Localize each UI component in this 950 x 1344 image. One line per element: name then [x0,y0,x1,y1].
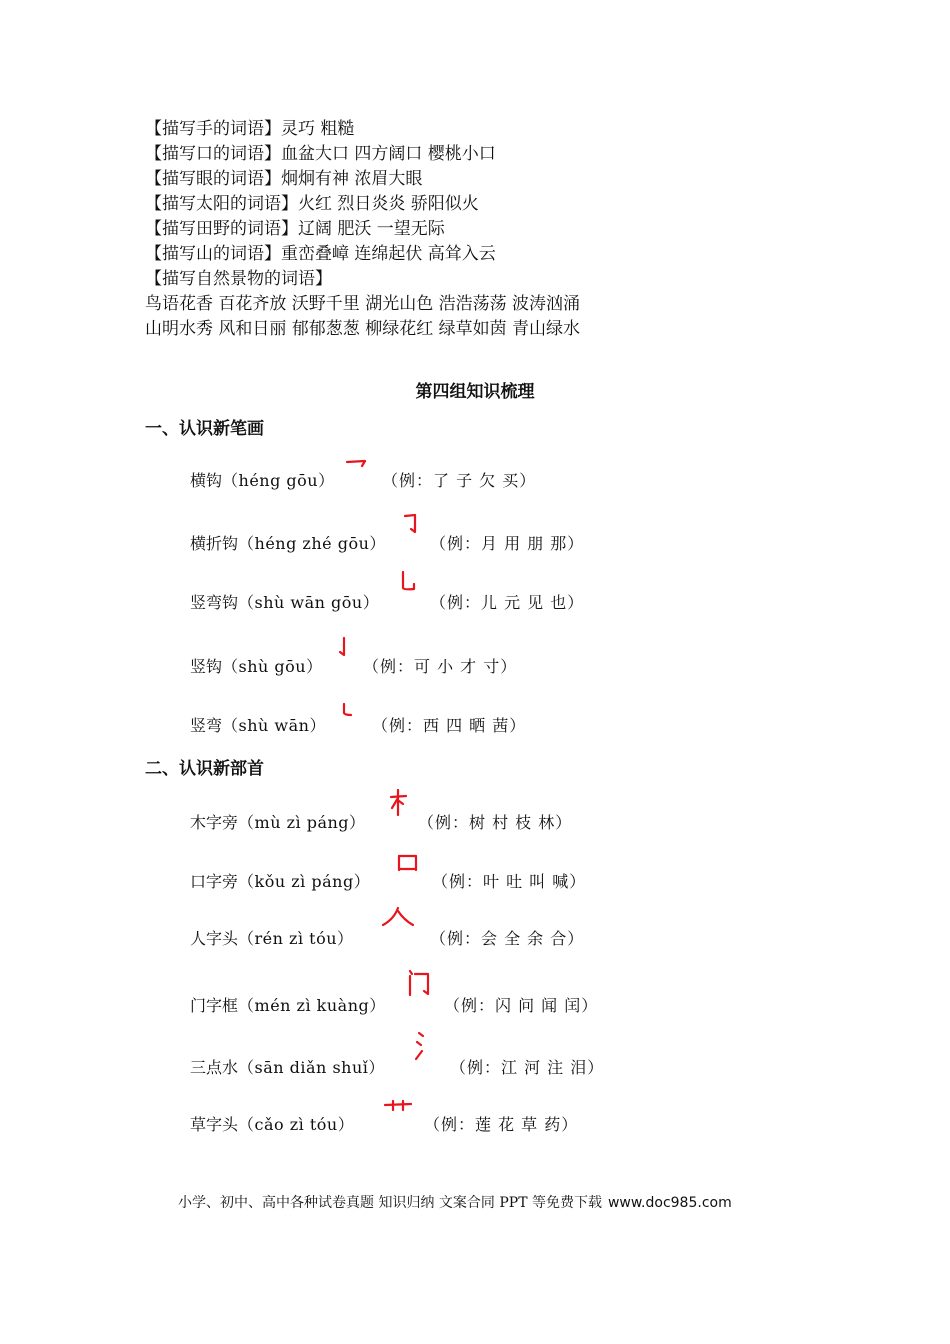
radical-example-san-dian-shui: （例：江 河 注 泪） [450,1058,605,1077]
vocab-line-eye: 【描写眼的词语】炯炯有神 浓眉大眼 [145,169,423,189]
stroke-example-shu-gou: （例：可 小 才 寸） [363,657,518,676]
radical-row-cao-zi-tou: 草字头（cǎo zì tóu） [190,1115,355,1134]
radical-example-ren-zi-tou: （例：会 全 余 合） [430,929,585,948]
footer-url[interactable]: www.doc985.com [607,1195,732,1211]
mu-zi-pang-radical-icon [388,788,410,818]
vocab-line-sun: 【描写太阳的词语】火红 烈日炎炎 骄阳似火 [145,194,479,214]
radical-row-men-zi-kuang: 门字框（mén zì kuàng） [190,996,386,1015]
vocab-line-hand: 【描写手的词语】灵巧 粗糙 [145,119,355,139]
vocab-line-mountain: 【描写山的词语】重峦叠嶂 连绵起伏 高耸入云 [145,244,496,264]
stroke-example-heng-gou: （例：了 子 欠 买） [382,471,537,490]
stroke-example-heng-zhe-gou: （例：月 用 朋 那） [430,534,585,553]
radical-row-mu-zi-pang: 木字旁（mù zì páng） [190,813,366,832]
san-dian-shui-radical-icon [412,1030,432,1064]
men-zi-kuang-radical-icon [406,968,432,998]
stroke-row-shu-wan: 竖弯（shù wān） [190,716,326,735]
kou-zi-pang-radical-icon [396,852,420,874]
vocab-line-nature-heading: 【描写自然景物的词语】 [145,269,332,289]
shu-wan-gou-stroke-icon [400,570,418,594]
stroke-row-shu-gou: 竖钩（shù gōu） [190,657,323,676]
footer [178,1192,732,1212]
radical-example-cao-zi-tou: （例：莲 花 草 药） [424,1115,579,1134]
ren-zi-tou-radical-icon [380,905,416,929]
radical-example-men-zi-kuang: （例：闪 问 闻 闰） [444,996,599,1015]
stroke-example-shu-wan: （例：西 四 晒 茜） [372,716,527,735]
vocab-line-nature-1: 鸟语花香 百花齐放 沃野千里 湖光山色 浩浩荡荡 波涛汹涌 [145,294,581,314]
radical-row-kou-zi-pang: 口字旁（kǒu zì páng） [190,872,371,891]
shu-wan-stroke-icon [340,702,354,718]
stroke-example-shu-wan-gou: （例：儿 元 见 也） [430,593,585,612]
heng-gou-stroke-icon [345,456,369,470]
radical-example-kou-zi-pang: （例：叶 吐 叫 喊） [432,872,587,891]
strokes-section-title: 一、认识新笔画 [145,419,264,439]
radical-row-ren-zi-tou: 人字头（rén zì tóu） [190,929,354,948]
heng-zhe-gou-stroke-icon [403,512,421,538]
radicals-section-title: 二、认识新部首 [145,759,264,779]
vocab-line-mouth: 【描写口的词语】血盆大口 四方阔口 樱桃小口 [145,144,496,164]
shu-gou-stroke-icon [336,636,350,660]
radical-example-mu-zi-pang: （例：树 村 枝 林） [418,813,573,832]
footer-text: 小学、初中、高中各种试卷真题 知识归纳 文案合同 PPT 等免费下载 [178,1195,602,1211]
stroke-row-shu-wan-gou: 竖弯钩（shù wān gōu） [190,593,380,612]
vocab-line-nature-2: 山明水秀 风和日丽 郁郁葱葱 柳绿花红 绿草如茵 青山绿水 [145,319,581,339]
cao-zi-tou-radical-icon [382,1099,414,1113]
stroke-row-heng-zhe-gou: 横折钩（héng zhé gōu） [190,534,386,553]
stroke-row-heng-gou: 横钩（héng gōu） [190,471,335,490]
group-title: 第四组知识梳理 [415,382,535,402]
vocab-line-field: 【描写田野的词语】辽阔 肥沃 一望无际 [145,219,445,239]
radical-row-san-dian-shui: 三点水（sān diǎn shuǐ） [190,1058,385,1077]
